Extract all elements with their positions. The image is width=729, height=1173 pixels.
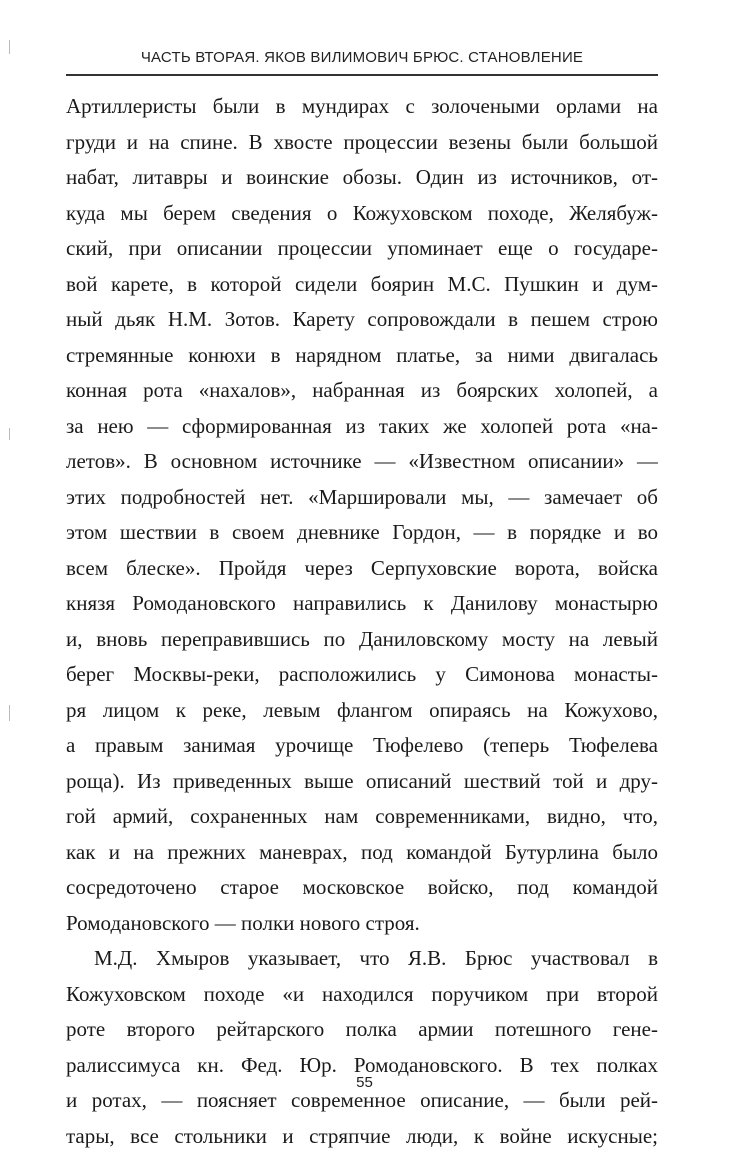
text-line: гой армий, сохраненных нам современниками, видно, что, <box>66 804 658 828</box>
text-line: роте второго рейтарского полка армии потешного гене- <box>66 1017 658 1041</box>
header-rule <box>66 74 658 76</box>
text-line: за нею — сформированная из таких же холопей рота «на- <box>66 413 658 438</box>
text-line: вой карете, в которой сидели боярин М.С. Пушкин и дум- <box>66 271 658 296</box>
text-line: Ромодановского — полки нового строя. <box>66 910 420 935</box>
running-head: ЧАСТЬ ВТОРАЯ. ЯКОВ ВИЛИМОВИЧ БРЮС. СТАНОВЛЕНИЕ <box>140 49 584 66</box>
text-line: этом шествии в своем дневнике Гордон, — в порядке и во <box>66 520 658 544</box>
text-line: конная рота «нахалов», набранная из боярских холопей, а <box>66 378 658 402</box>
text-line: Кожуховском походе «и находился поручиком при второй <box>66 981 658 1006</box>
text-line: набат, литавры и воинские обозы. Один из источников, от- <box>66 165 658 189</box>
body-text <box>66 89 658 1154</box>
text-line: и, вновь переправившись по Даниловскому мосту на левый <box>66 626 658 651</box>
text-line: этих подробностей нет. «Маршировали мы, — замечает об <box>66 484 658 509</box>
text-line: ря лицом к реке, левым флангом опираясь на Кожухово, <box>66 697 658 722</box>
scan-mark <box>9 705 10 721</box>
text-line: берег Москвы-реки, расположились у Симонова монасты- <box>66 662 658 686</box>
text-line: летов». В основном источнике — «Известном описании» — <box>66 449 658 473</box>
text-line: князя Ромодановского направились к Данилову монастырю <box>66 591 658 615</box>
text-line: Артиллеристы были в мундирах с золочеными орлами на <box>66 94 658 118</box>
text-line: сосредоточено старое московское войско, под командой <box>66 875 658 899</box>
text-line: и ротах, — поясняет современное описание, — были рей- <box>66 1088 658 1112</box>
text-line: роща). Из приведенных выше описаний шествий той и дру- <box>66 768 658 793</box>
text-line: ский, при описании процессии упоминает еще о государе- <box>66 236 658 260</box>
text-line: тары, все стольники и стряпчие люди, к войне искусные; <box>66 1123 658 1148</box>
scan-mark <box>9 40 10 54</box>
text-line: ный дьяк Н.М. Зотов. Карету сопровождали в пешем строю <box>66 307 658 331</box>
text-line: как и на прежних маневрах, под командой Бутурлина было <box>66 839 658 864</box>
text-line: груди и на спине. В хвосте процессии везены были большой <box>66 129 658 154</box>
text-line: М.Д. Хмыров указывает, что Я.В. Брюс участвовал в <box>94 946 658 970</box>
text-line: а правым занимая урочище Тюфелево (теперь Тюфелева <box>66 733 658 757</box>
scan-mark <box>9 428 10 440</box>
page-number: 55 <box>356 1074 373 1091</box>
text-line: стремянные конюхи в нарядном платье, за ними двигалась <box>66 342 658 367</box>
text-line: ралиссимуса кн. Фед. Юр. Ромодановского. В тех полках <box>66 1052 658 1077</box>
text-line: куда мы берем сведения о Кожуховском походе, Желябуж- <box>66 200 658 225</box>
text-line: всем блеске». Пройдя через Серпуховские ворота, войска <box>66 555 658 580</box>
